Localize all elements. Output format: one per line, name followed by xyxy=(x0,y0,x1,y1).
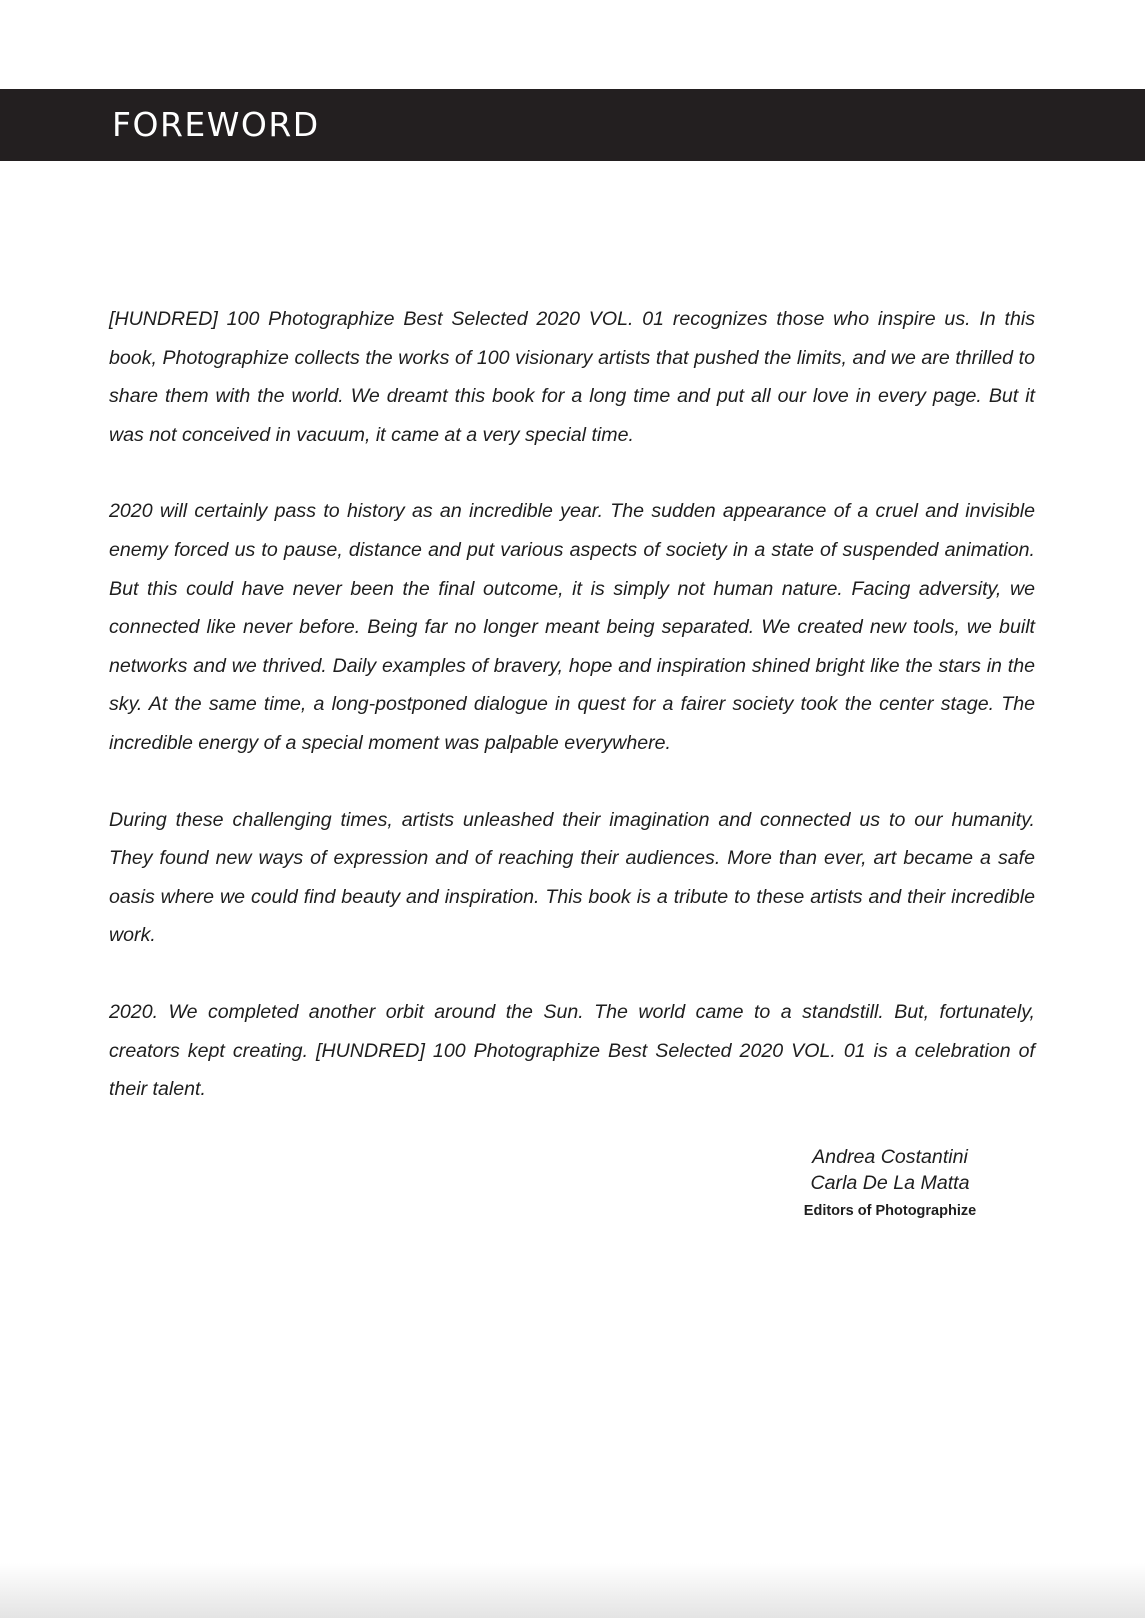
paragraph-4: 2020. We completed another orbit around the Sun. The world came to a standstill. But, fortunately, creators kept creating. [HUNDRED] 100 Photographize Best Selected 2020 VOL. 01 is a celebration of their talent. xyxy=(109,1000,1035,1101)
paragraph-2: 2020 will certainly pass to history as an incredible year. The sudden appearance of a cruel and invisible enemy forced us to pause, distance and put various aspects of society in a state of suspended animation. But this could have never been the final outcome, it is simply not human nature. Facing adversity, we connected like never before. Being far no longer meant being separated. We created new tools, we built networks and we thrived. Daily examples of bravery, hope and inspiration shined bright like the stars in the sky. At the same time, a long-postponed dialogue in quest for a fairer society took the center stage. The incredible energy of a special moment was palpable everywhere. xyxy=(109,500,1035,754)
header-bar xyxy=(0,89,1145,161)
editor-name-2: Carla De La Matta xyxy=(810,1172,970,1194)
page-title: FOREWORD xyxy=(112,105,320,144)
bottom-shadow xyxy=(0,1563,1145,1618)
signature-block xyxy=(790,1144,990,1221)
editor-role: Editors of Photographize xyxy=(803,1203,977,1219)
foreword-body xyxy=(109,300,1035,1147)
paragraph-1: [HUNDRED] 100 Photographize Best Selected 2020 VOL. 01 recognizes those who inspire us. In this book, Photographize collects the works of 100 visionary artists that pushed the limits, and we are thrilled to share them with the world. We dreamt this book for a long time and put all our love in every page. But it was not conceived in vacuum, it came at a very special time. xyxy=(109,308,1035,446)
paragraph-3: During these challenging times, artists unleashed their imagination and connected us to our humanity. They found new ways of expression and of reaching their audiences. More than ever, art became a safe oasis where we could find beauty and inspiration. This book is a tribute to these artists and their incredible work. xyxy=(109,808,1035,947)
editor-name-1: Andrea Costantini xyxy=(812,1146,968,1168)
